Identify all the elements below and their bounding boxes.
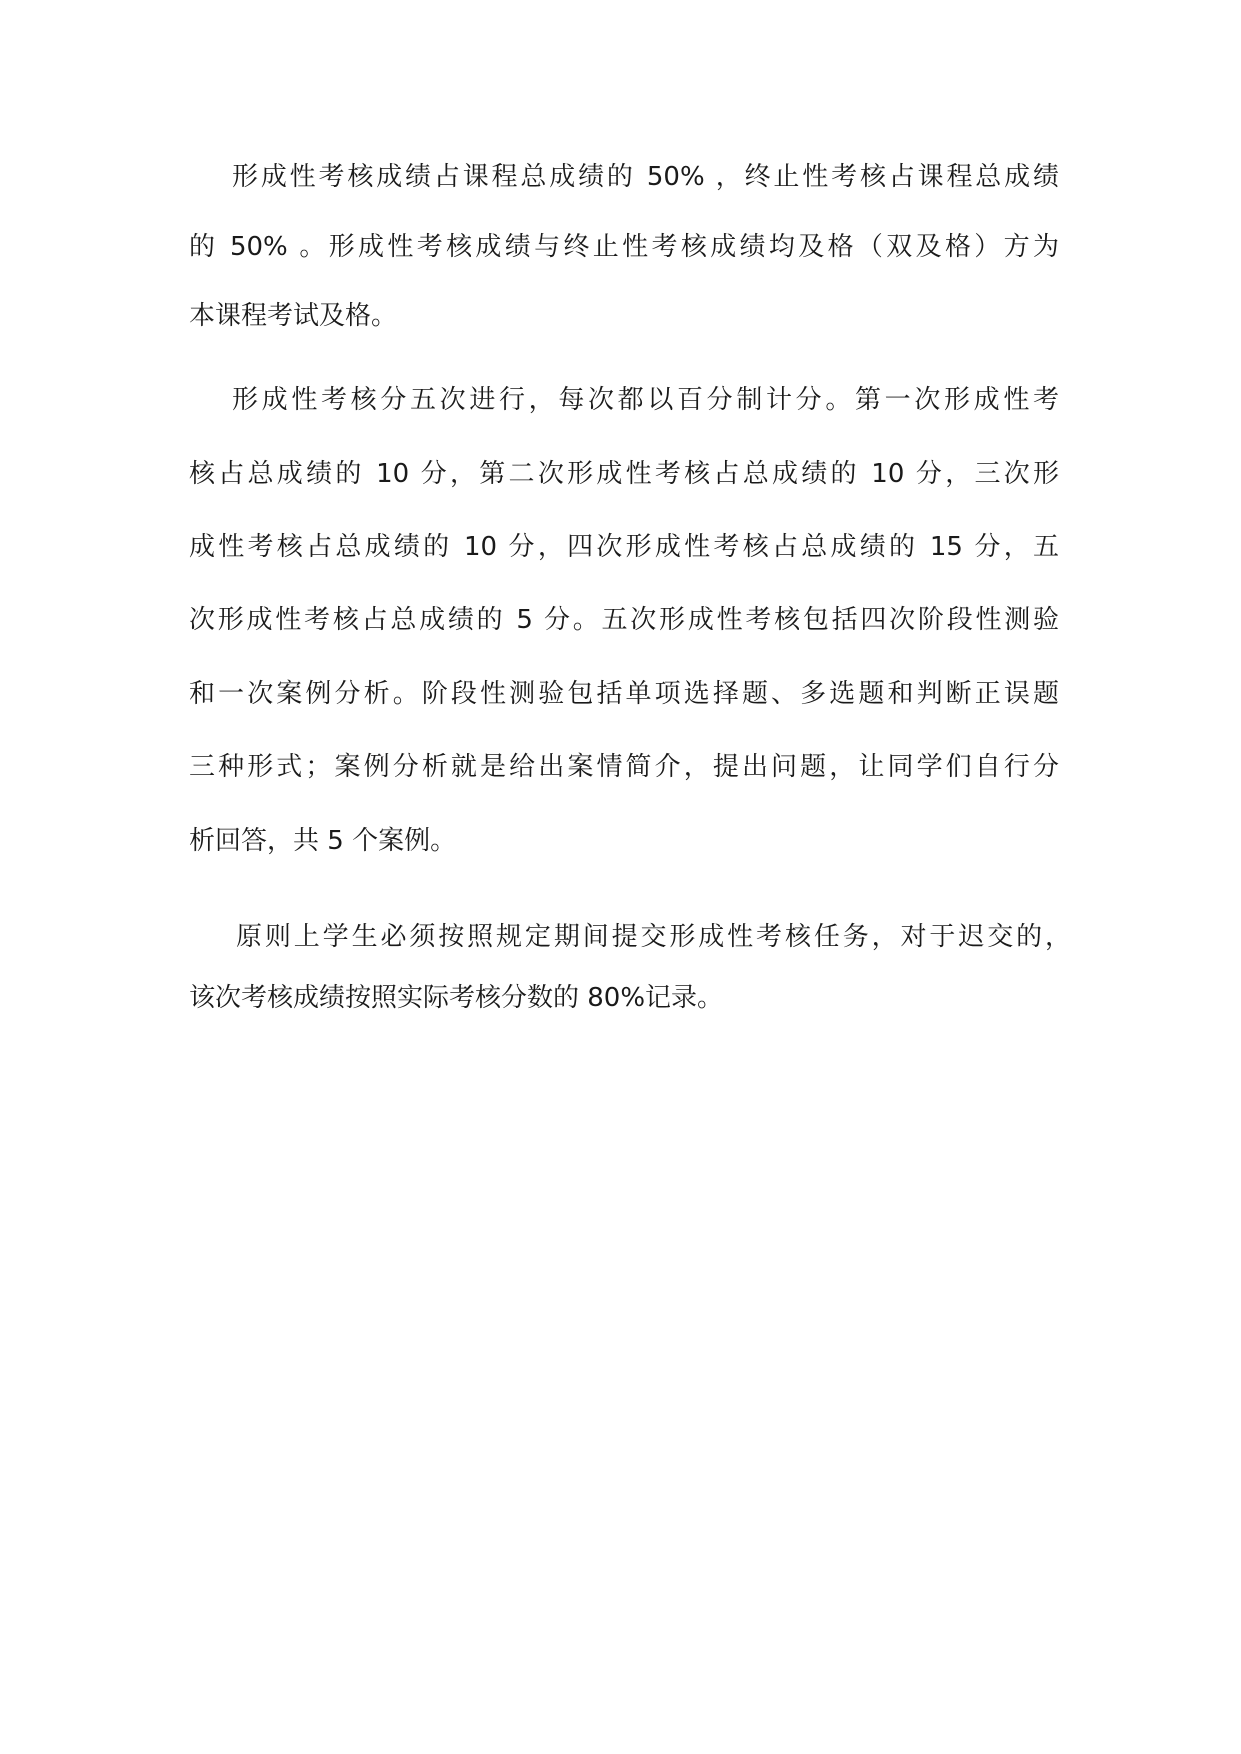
paragraph-line: 析回答，共 5 个案例。 [189, 826, 457, 856]
paragraph-line: 三种形式；案例分析就是给出案情简介，提出问题，让同学们自行分 [189, 752, 1059, 782]
paragraph-line: 本课程考试及格。 [189, 301, 398, 331]
paragraph-line: 的 50% 。形成性考核成绩与终止性考核成绩均及格（双及格）方为 [189, 232, 1059, 262]
paragraph-line: 核占总成绩的 10 分，第二次形成性考核占总成绩的 10 分，三次形 [189, 459, 1059, 489]
paragraph-line: 和一次案例分析。阶段性测验包括单项选择题、多选题和判断正误题 [189, 679, 1059, 709]
paragraph-line: 原则上学生必须按照规定期间提交形成性考核任务，对于迟交的， [236, 922, 1071, 952]
paragraph-line: 形成性考核成绩占课程总成绩的 50% ，终止性考核占课程总成绩 [232, 162, 1059, 192]
paragraph-line: 成性考核占总成绩的 10 分，四次形成性考核占总成绩的 15 分，五 [189, 532, 1059, 562]
paragraph-line: 该次考核成绩按照实际考核分数的 80%记录。 [189, 983, 724, 1013]
paragraph-line: 形成性考核分五次进行，每次都以百分制计分。第一次形成性考 [232, 385, 1059, 415]
paragraph-line: 次形成性考核占总成绩的 5 分。五次形成性考核包括四次阶段性测验 [189, 605, 1059, 635]
